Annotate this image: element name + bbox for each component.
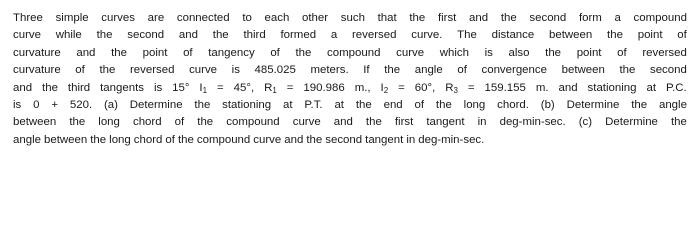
word: the xyxy=(619,64,636,77)
word: tangency xyxy=(208,46,255,59)
word: curve xyxy=(189,64,218,77)
word: $R_3$ xyxy=(445,81,458,95)
text-line xyxy=(13,27,687,44)
text-line xyxy=(13,132,687,149)
word: 15° xyxy=(172,81,190,94)
word: the xyxy=(500,12,517,24)
word: the xyxy=(435,98,452,111)
word: tangent xyxy=(426,116,465,129)
word: simple xyxy=(55,12,89,24)
word: between xyxy=(44,133,88,146)
word: long xyxy=(463,98,486,111)
word: the xyxy=(96,29,113,42)
word: second xyxy=(325,133,363,146)
word: Determine xyxy=(129,98,183,111)
word: each xyxy=(264,12,290,24)
word: 520. xyxy=(69,98,93,111)
word: curve xyxy=(253,133,282,146)
word: = xyxy=(286,81,294,94)
word: the xyxy=(384,64,401,77)
word: stationing xyxy=(222,98,272,111)
word: of xyxy=(174,116,185,129)
word: also xyxy=(508,46,530,59)
word: is xyxy=(231,64,240,77)
word: curves xyxy=(101,12,135,24)
word: second xyxy=(649,64,687,77)
word: at xyxy=(646,81,657,94)
word: the xyxy=(409,12,426,24)
word: 0 xyxy=(33,98,40,111)
word: and xyxy=(13,81,33,94)
word: of xyxy=(414,98,425,111)
word: and xyxy=(558,81,578,94)
word: P.T. xyxy=(304,98,323,111)
word: between xyxy=(561,64,605,77)
word: end xyxy=(383,98,403,111)
word: between xyxy=(13,116,57,129)
word: the xyxy=(42,81,58,94)
word: meters. xyxy=(310,64,349,77)
word: which xyxy=(439,46,469,59)
word: Three xyxy=(13,12,43,24)
word: the xyxy=(69,116,86,129)
word: at xyxy=(282,98,293,111)
word: curvature xyxy=(13,64,61,77)
word: If xyxy=(363,64,370,77)
word: Determine xyxy=(566,98,620,111)
word: 485.025 xyxy=(254,64,296,77)
word: compound xyxy=(633,12,687,24)
word: point xyxy=(637,29,663,42)
word: is xyxy=(484,46,493,59)
word: + xyxy=(51,98,59,111)
word: angle xyxy=(13,133,41,146)
word: and xyxy=(76,46,96,59)
word: compound xyxy=(196,133,251,146)
word: the xyxy=(194,98,211,111)
word: reversed xyxy=(642,46,687,59)
text-line xyxy=(13,10,687,27)
word: first xyxy=(437,12,457,24)
word: and xyxy=(284,133,304,146)
word: the xyxy=(355,98,372,111)
word: in xyxy=(406,133,416,146)
word: chord. xyxy=(497,98,529,111)
word: m., xyxy=(354,81,371,94)
word: distance xyxy=(491,29,535,42)
word: of xyxy=(457,64,467,77)
word: (a) xyxy=(103,98,118,111)
word: compound xyxy=(327,46,381,59)
word: at xyxy=(334,98,344,111)
word: $R_1$ xyxy=(264,81,277,95)
word: between xyxy=(549,29,593,42)
word: first xyxy=(394,116,414,129)
word: chord xyxy=(133,133,163,146)
word: deg-min-sec. xyxy=(499,116,566,129)
word: Determine xyxy=(605,116,658,129)
text-line xyxy=(13,45,687,62)
word: The xyxy=(457,29,477,42)
word: is xyxy=(13,98,22,111)
word: long xyxy=(98,116,120,129)
word: angle xyxy=(658,98,687,111)
text-line xyxy=(13,80,687,97)
word: m. xyxy=(535,81,549,94)
word: and xyxy=(178,29,198,42)
word: the xyxy=(177,133,194,146)
word: stationing xyxy=(587,81,637,94)
problem-text xyxy=(13,10,687,149)
word: 159.155 xyxy=(484,81,526,94)
word: curvature xyxy=(13,46,61,59)
word: the xyxy=(295,46,312,59)
word: the xyxy=(99,64,116,77)
word: the xyxy=(90,133,107,146)
word: of xyxy=(75,64,85,77)
word: angle xyxy=(414,64,443,77)
word: = xyxy=(217,81,224,94)
word: curve xyxy=(396,46,425,59)
word: point xyxy=(576,46,602,59)
word: are xyxy=(147,12,165,24)
word: the xyxy=(197,116,214,129)
word: tangent xyxy=(365,133,404,146)
word: compound xyxy=(226,116,280,129)
word: (c) xyxy=(578,116,593,129)
word: tangents xyxy=(100,81,144,94)
word: of xyxy=(183,46,193,59)
word: the xyxy=(670,116,687,129)
word: form xyxy=(578,12,602,24)
word: the xyxy=(365,116,382,129)
word: $I_1$ xyxy=(199,81,208,95)
word: formed xyxy=(280,29,317,42)
text-line xyxy=(13,114,687,131)
word: while xyxy=(55,29,82,42)
word: of xyxy=(165,133,175,146)
word: third xyxy=(67,81,91,94)
word: long xyxy=(109,133,131,146)
word: connected xyxy=(176,12,230,24)
word: is xyxy=(153,81,163,94)
word: 45°, xyxy=(233,81,255,94)
word: P.C. xyxy=(665,81,687,94)
word: that xyxy=(377,12,397,24)
word: curve. xyxy=(411,29,443,42)
word: reversed xyxy=(129,64,175,77)
word: second xyxy=(127,29,165,42)
word: the xyxy=(545,46,562,59)
word: 60°, xyxy=(414,81,436,94)
word: $I_2$ xyxy=(380,81,389,95)
word: such xyxy=(340,12,365,24)
word: the xyxy=(306,133,323,146)
word: and xyxy=(333,116,353,129)
word: the xyxy=(212,29,229,42)
word: of xyxy=(270,46,280,59)
word: the xyxy=(607,29,623,42)
word: the xyxy=(111,46,127,59)
word: a xyxy=(330,29,338,42)
word: third xyxy=(243,29,266,42)
text-line xyxy=(13,97,687,114)
word: curve xyxy=(292,116,321,129)
word: of xyxy=(677,29,687,42)
word: reversed xyxy=(351,29,397,42)
word: the xyxy=(631,98,648,111)
word: other xyxy=(302,12,329,24)
word: a xyxy=(614,12,621,24)
word: in xyxy=(477,116,487,129)
word: 190.986 xyxy=(303,81,345,94)
word: = xyxy=(467,81,475,94)
word: chord xyxy=(132,116,162,129)
word: point xyxy=(142,46,168,59)
word: second xyxy=(529,12,567,24)
word: curve xyxy=(13,29,41,42)
word: deg-min-sec. xyxy=(418,133,485,146)
word: of xyxy=(617,46,627,59)
text-line xyxy=(13,62,687,79)
word: convergence xyxy=(481,64,547,77)
word: and xyxy=(469,12,489,24)
word: to xyxy=(242,12,252,24)
word: (b) xyxy=(540,98,555,111)
word: = xyxy=(398,81,405,94)
